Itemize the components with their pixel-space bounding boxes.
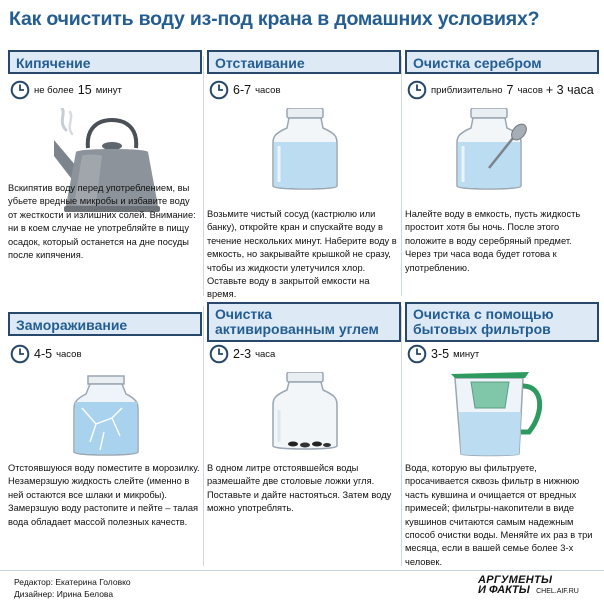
- filter-jug-icon: [405, 372, 599, 458]
- frozen-jar-icon: [8, 372, 202, 458]
- timer-prefix: приблизительно: [431, 84, 503, 96]
- charcoal-jar-icon: [207, 372, 401, 452]
- timer-unit: часа: [255, 348, 276, 360]
- card-description: Вскипятив воду перед употреблением, вы убьете вредные микробы и избавите воду от жесткости и излишних солей. Внимание: ни в коем случае не употребляйте в пищу осадок, который останется на дне посуды после кипячения.: [8, 183, 196, 261]
- card-heading: Замораживание: [8, 312, 202, 336]
- card-silver: [405, 50, 603, 294]
- column-divider: [401, 306, 402, 566]
- card-settling: [207, 50, 405, 300]
- card-description: В одном литре отстоявшейся воды размешайте две столовые ложки угля. Поставьте и дайте настояться. Затем воду можно употреблять.: [207, 463, 392, 514]
- designer-credit: Дизайнер: Ирина Белова: [14, 589, 114, 599]
- card-charcoal: [207, 302, 405, 546]
- timer-unit: часов: [56, 348, 82, 360]
- timer-extra: + 3 часа: [545, 83, 594, 97]
- card-heading: Очистка с помощью бытовых фильтров: [405, 302, 599, 342]
- logo-site: CHEL.AIF.RU: [536, 588, 579, 595]
- card-timer: [209, 344, 278, 364]
- card-timer: [209, 80, 284, 100]
- card-description: Налейте воду в емкость, пусть жидкость простоит хотя бы ночь. После этого положите в воду серебряный предмет. Через три часа вода будет готова к употреблению.: [405, 209, 581, 273]
- timer-unit: минут: [453, 348, 480, 360]
- timer-value: 4-5: [34, 347, 53, 361]
- card-heading: Очистка активированным углем: [207, 302, 401, 342]
- clock-icon: [209, 80, 229, 100]
- clock-icon: [10, 80, 30, 100]
- editor-credit: Редактор: Екатерина Головко: [14, 577, 131, 587]
- card-freezing: [8, 310, 206, 554]
- jar-icon: [207, 108, 401, 192]
- footer: [0, 570, 604, 605]
- timer-unit: часов: [517, 84, 543, 96]
- silver-spoon-icon: [405, 108, 599, 192]
- timer-unit: минут: [95, 84, 122, 96]
- card-description: Возьмите чистый сосуд (кастрюлю или банку), откройте кран и спускайте воду в течение нескольких минут. Наберите воду в емкость, но закрывайте крышкой не сразу, чтобы из жидкости улетучился хлор. Оставьте воду в закрытой емкости на время.: [207, 209, 397, 300]
- card-filter: [405, 302, 603, 567]
- page-title: Как очистить воду из-под крана в домашних условиях?: [9, 8, 540, 30]
- card-heading: Кипячение: [8, 50, 202, 74]
- clock-icon: [407, 80, 427, 100]
- card-heading: Отстаивание: [207, 50, 401, 74]
- clock-icon: [10, 344, 30, 364]
- timer-value: 7: [506, 83, 514, 97]
- card-description: Отстоявшуюся воду поместите в морозилку. Незамерзшую жидкость слейте (именно в ней остаются все шлаки и микробы). Замерзшую воду растопите и пейте – талая вода обладает массой полезных качеств.: [8, 463, 200, 527]
- card-timer: [10, 344, 85, 364]
- card-description: Вода, которую вы фильтруете, просачивается сквозь фильтр в нижнюю часть кувшина и очищается от вредных примесей; фильтры-накопители в виде кувшинов считаются самым надежным способ очистки воды. Меняйте их раз в три месяца, если в вашей семье более 3-х человек.: [405, 463, 593, 567]
- card-boiling: [8, 50, 206, 294]
- clock-icon: [407, 344, 427, 364]
- timer-value: 3-5: [431, 347, 450, 361]
- logo-line1: АРГУМЕНТЫ: [478, 574, 553, 586]
- publisher-logo: [478, 575, 598, 603]
- card-timer: [407, 80, 594, 100]
- card-timer: [407, 344, 482, 364]
- column-divider: [401, 56, 402, 296]
- card-heading: Очистка серебром: [405, 50, 599, 74]
- timer-value: 15: [77, 83, 92, 97]
- clock-icon: [209, 344, 229, 364]
- column-divider: [203, 306, 204, 566]
- timer-value: 6-7: [233, 83, 252, 97]
- timer-prefix: не более: [34, 84, 74, 96]
- timer-value: 2-3: [233, 347, 252, 361]
- column-divider: [203, 56, 204, 296]
- card-timer: [10, 80, 125, 100]
- timer-unit: часов: [255, 84, 281, 96]
- logo-line2: И ФАКТЫ: [478, 584, 530, 596]
